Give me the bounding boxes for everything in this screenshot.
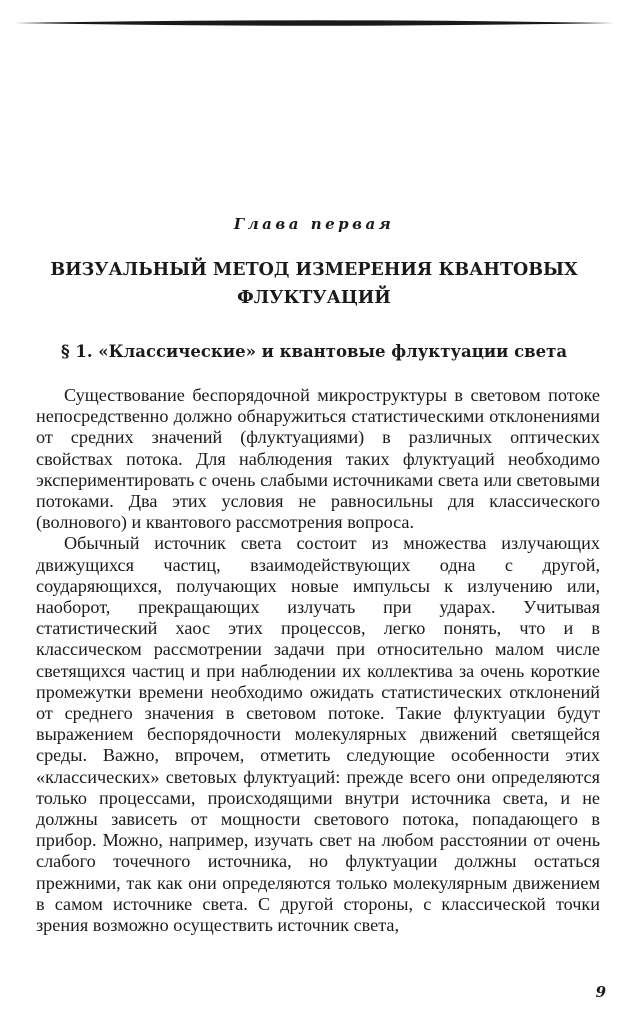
body-text	[36, 385, 600, 936]
chapter-title	[30, 256, 598, 312]
page-number: 9	[595, 983, 606, 1001]
chapter-title-line-1: ВИЗУАЛЬНЫЙ МЕТОД ИЗМЕРЕНИЯ КВАНТОВЫХ	[50, 260, 578, 280]
section-title: § 1. «Классические» и квантовые флуктуации света	[60, 342, 568, 361]
paragraph-1: Существование беспорядочной микроструктуры в световом потоке непосредственно должно обнаружиться статистическими отклонениями от средних значений (флуктуациями) в различных оптических свойствах потока. Для наблюдения таких флуктуаций необходимо экспериментировать с очень слабыми источниками света или световыми потоками. Два этих условия не равносильны для классического (волнового) и квантового рассмотрения вопроса.	[36, 385, 600, 533]
header-rule	[14, 18, 614, 28]
chapter-title-line-2: ФЛУКТУАЦИЙ	[237, 288, 391, 308]
chapter-label: Глава первая	[233, 215, 395, 233]
paragraph-2: Обычный источник света состоит из множества излучающих движущихся частиц, взаимодействующих одна с другой, соударяющихся, получающих новые импульсы к излучению или, наоборот, прекращающих излучать при ударах. Учитывая статистический хаос этих процессов, легко понять, что и в классическом рассмотрении задачи при относительно малом числе светящихся частиц и при наблюдении их коллектива за очень короткие промежутки времени необходимо ожидать статистических отклонений от среднего значения в световом потоке. Такие флуктуации будут выражением беспорядочности молекулярных движений светящейся среды. Важно, впрочем, отметить следующие особенности этих «классических» световых флуктуаций: прежде всего они определяются только процессами, происходящими внутри источника света, и не должны зависеть от мощности светового потока, попадающего в прибор. Можно, например, изучать свет на любом расстоянии от очень слабого точечного источника, но флуктуации должны остаться прежними, так как они определяются только молекулярным движением в самом источнике света. С другой стороны, с классической точки зрения возможно осуществить источник света,	[36, 533, 600, 936]
